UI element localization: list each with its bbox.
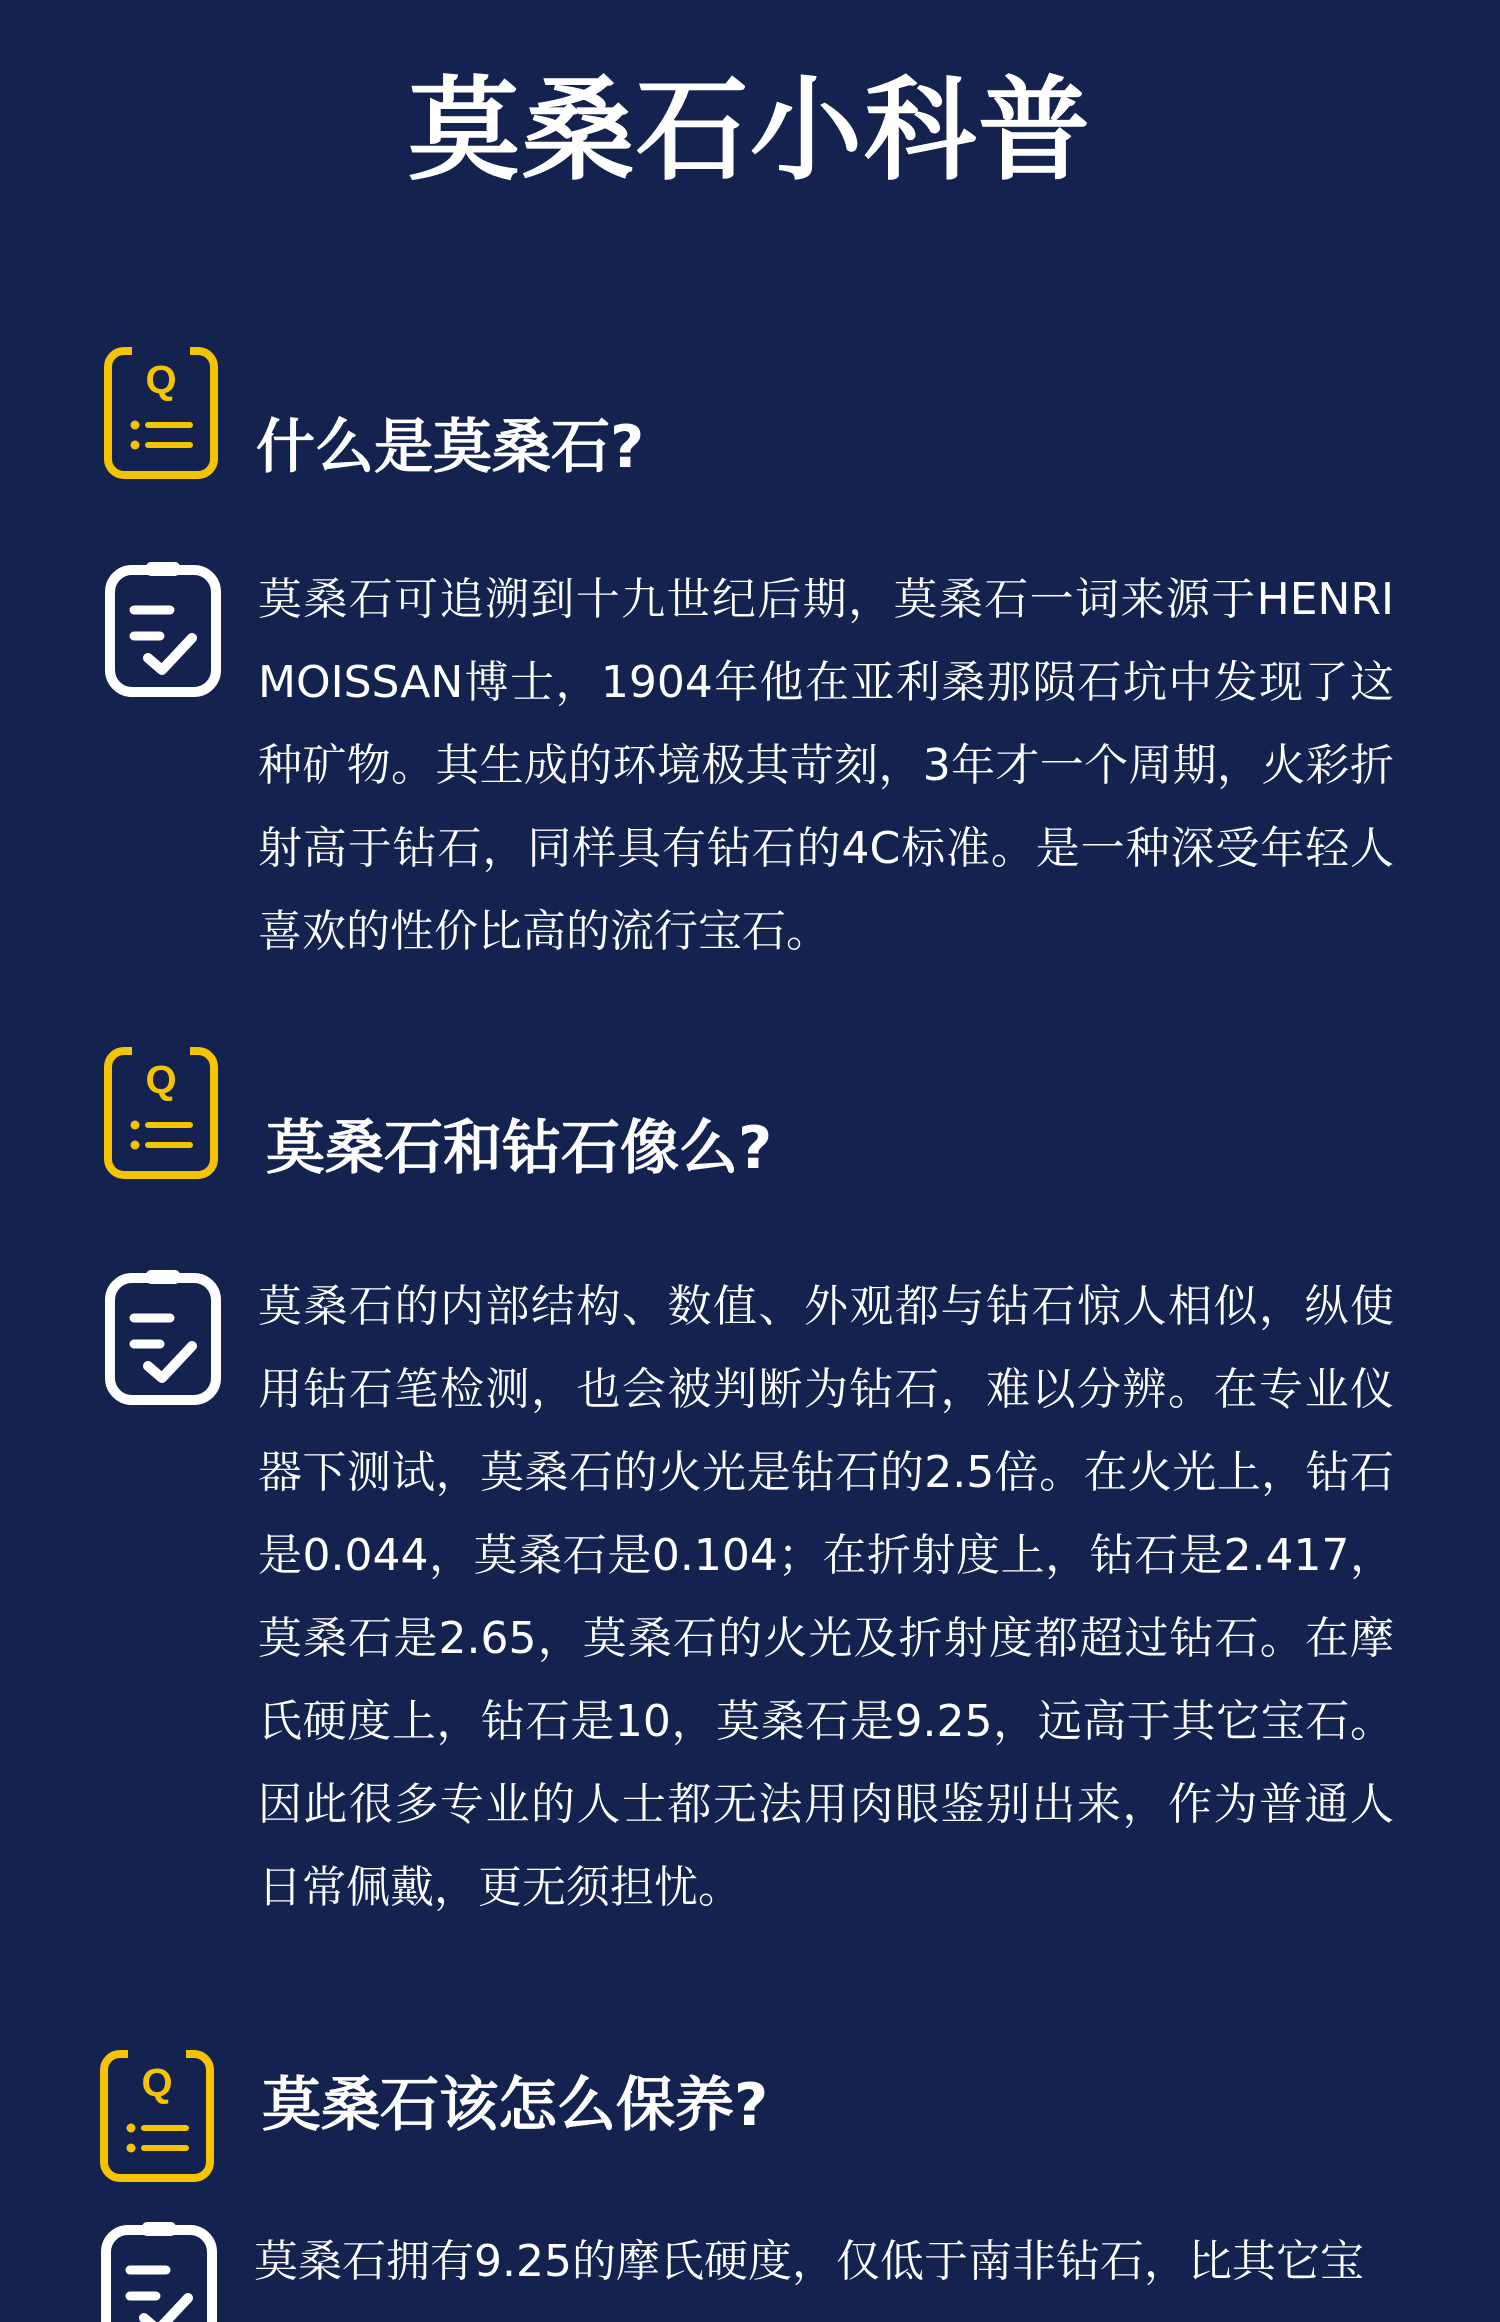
question-heading: 莫桑石该怎么保养? <box>262 2070 769 2139</box>
answer-text: 莫桑石的内部结构、数值、外观都与钻石惊人相似，纵使用钻石笔检测，也会被判断为钻石，难以分辨。在专业仪器下测试，莫桑石的火光是钻石的2.5倍。在火光上，钻石是0.044，莫桑石是0.104；在折射度上，钻石是2.417，莫桑石是2.65，莫桑石的火光及折射度都超过钻石。在摩氏硬度上，钻石是10，莫桑石是9.25，远高于其它宝石。因此很多专业的人士都无法用肉眼鉴别出来，作为普通人日常佩戴，更无须担忧。 <box>258 1281 1394 1913</box>
svg-text:Q: Q <box>141 2061 173 2105</box>
question-heading: 什么是莫桑石? <box>256 412 645 481</box>
checklist-document-icon <box>104 560 222 698</box>
svg-text:Q: Q <box>145 1058 177 1102</box>
question-clipboard-icon <box>102 345 220 483</box>
question-heading: 莫桑石和钻石像么? <box>266 1113 773 1182</box>
question-clipboard-icon <box>102 1045 220 1183</box>
checklist-document-icon <box>100 2220 218 2322</box>
page-title: 莫桑石小科普 <box>408 66 1092 196</box>
question-clipboard-icon <box>98 2048 216 2186</box>
answer-text: 莫桑石拥有9.25的摩氏硬度，仅低于南非钻石，比其它宝 <box>254 2236 1364 2287</box>
answer-text: 莫桑石可追溯到十九世纪后期，莫桑石一词来源于HENRI MOISSAN博士，1904年他在亚利桑那陨石坑中发现了这种矿物。其生成的环境极其苛刻，3年才一个周期，火彩折射高于钻石，同样具有钻石的4C标准。是一种深受年轻人喜欢的性价比高的流行宝石。 <box>258 574 1394 957</box>
svg-text:Q: Q <box>145 358 177 402</box>
checklist-document-icon <box>104 1268 222 1406</box>
